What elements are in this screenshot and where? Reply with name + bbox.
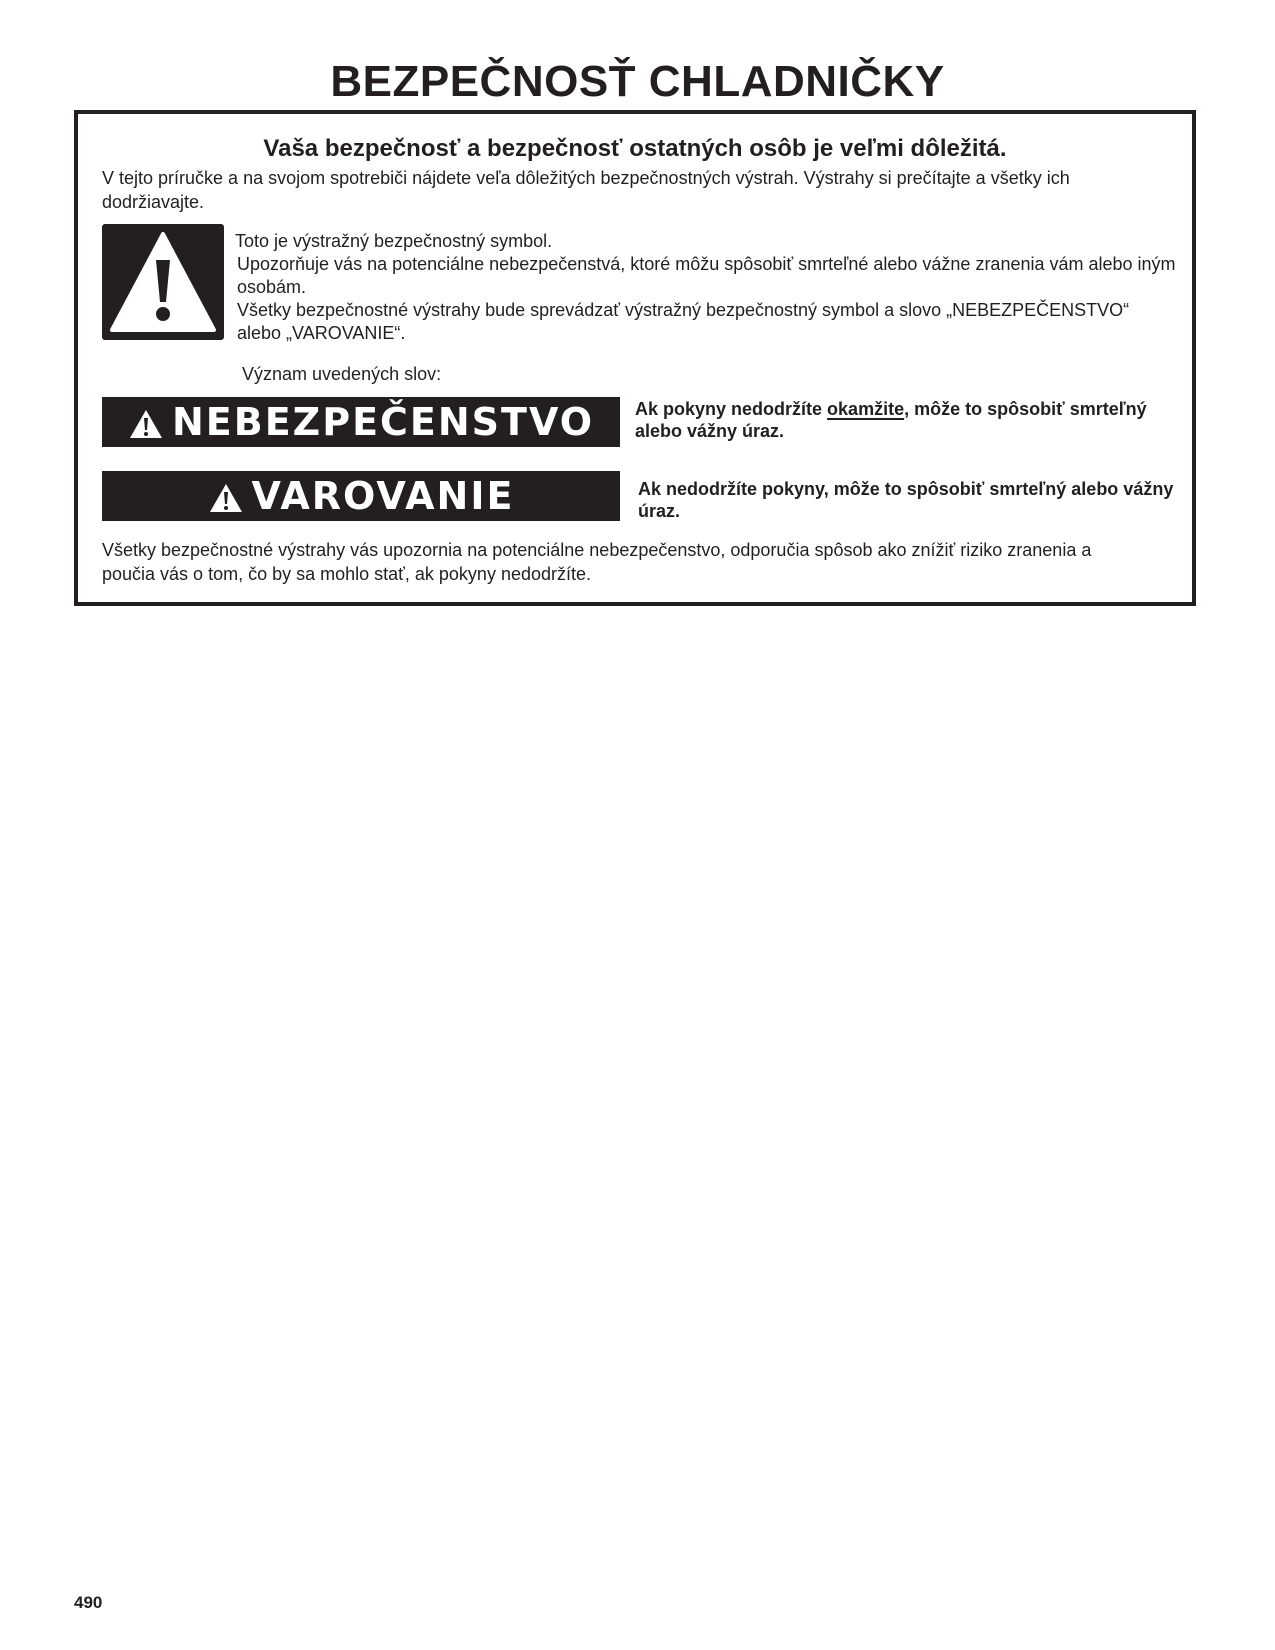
page-number: 490: [74, 1593, 103, 1612]
signal-words-label: Význam uvedených slov:: [242, 364, 442, 384]
safety-box-heading: Vaša bezpečnosť a bezpečnosť ostatných osôb je veľmi dôležitá.: [263, 135, 1007, 162]
page-title: BEZPEČNOSŤ CHLADNIČKY: [330, 57, 945, 106]
danger-signal-word: NEBEZPEČENSTVO: [171, 400, 595, 444]
danger-signal-bar: [102, 397, 620, 447]
safety-alert-symbol-icon: [102, 224, 224, 340]
danger-desc-emphasis: okamžite: [827, 399, 905, 419]
warning-alert-icon: [208, 482, 244, 514]
safety-symbol-description: [237, 230, 1177, 345]
warning-signal-word: VAROVANIE: [251, 474, 515, 518]
safety-intro-text: V tejto príručke a na svojom spotrebiči nájdete veľa dôležitých bezpečnostných výstrah. Výstrahy si prečítajte a všetky ich dodržiavajte.: [102, 168, 1070, 212]
safety-info-box: [74, 110, 1196, 606]
danger-desc-end: , môže to spôsobiť smrteľný alebo vážny úraz.: [635, 399, 1147, 441]
warning-description: Ak nedodržíte pokyny, môže to spôsobiť smrteľný alebo vážny úraz.: [638, 479, 1174, 521]
symbol-line-1: Toto je výstražný bezpečnostný symbol.: [235, 231, 553, 251]
warning-triangle-icon: [108, 230, 218, 334]
safety-closing-text: Všetky bezpečnostné výstrahy vás upozornia na potenciálne nebezpečenstvo, odporučia spôsob ako znížiť riziko zranenia a poučia vás o tom, čo by sa mohlo stať, ak pokyny nedodržíte.: [102, 540, 1092, 584]
danger-desc-start: Ak pokyny nedodržíte: [635, 399, 828, 419]
warning-signal-bar: [102, 471, 620, 521]
symbol-line-3: Všetky bezpečnostné výstrahy bude sprevádzať výstražný bezpečnostný symbol a slovo „NEBEZPEČENSTVO“ alebo „VAROVANIE“.: [237, 300, 1130, 343]
danger-warning-icon: [128, 408, 164, 440]
danger-description: [635, 398, 1175, 442]
symbol-line-2: Upozorňuje vás na potenciálne nebezpečenstvá, ktoré môžu spôsobiť smrteľné alebo vážne zranenia vám alebo iným osobám.: [237, 254, 1176, 297]
